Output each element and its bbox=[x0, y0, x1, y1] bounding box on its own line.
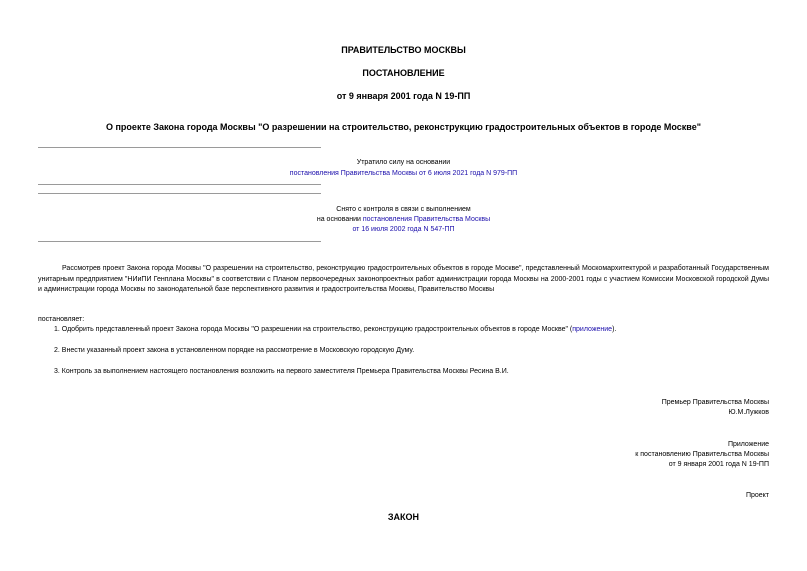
divider bbox=[38, 147, 321, 148]
item-1-text: 1. Одобрить представленный проект Закона города Москвы "О разрешении на строительство, реконструкцию градостроительных объектов в городе Москве" ( bbox=[54, 326, 573, 333]
control-basis-line bbox=[0, 215, 807, 225]
signature-name: Ю.М.Лужков bbox=[728, 409, 769, 416]
doc-title: О проекте Закона города Москвы "О разрешении на строительство, реконструкцию градостроительных объектов в городе Москве" bbox=[106, 122, 701, 132]
org-name: ПРАВИТЕЛЬСТВО МОСКВЫ bbox=[341, 45, 466, 55]
item-3: 3. Контроль за выполнением настоящего постановления возложить на первого заместителя Премьера Правительства Москвы Ресина В.И. bbox=[54, 368, 509, 375]
control-date-link[interactable]: от 16 июля 2002 года N 547-ПП bbox=[352, 226, 455, 233]
law-heading: ЗАКОН bbox=[387, 512, 420, 522]
control-link[interactable]: постановления Правительства Москвы bbox=[362, 216, 491, 223]
item-1-tail: ). bbox=[612, 326, 617, 333]
appendix-link[interactable]: приложение bbox=[572, 326, 613, 333]
resolves-label: постановляет: bbox=[38, 316, 85, 323]
control-basis-text: на основании bbox=[316, 216, 363, 223]
repeal-link-line bbox=[0, 169, 807, 179]
repeal-link[interactable]: постановления Правительства Москвы от 6 июля 2021 года N 979-ПП bbox=[289, 170, 518, 177]
control-date-line bbox=[0, 225, 807, 235]
appendix-label: Приложение bbox=[727, 441, 769, 448]
divider bbox=[38, 241, 321, 242]
doc-date-number: от 9 января 2001 года N 19-ПП bbox=[336, 91, 471, 101]
repeal-notice: Утратило силу на основании bbox=[356, 159, 451, 166]
doc-type: ПОСТАНОВЛЕНИЕ bbox=[362, 68, 445, 78]
appendix-date-number: от 9 января 2001 года N 19-ПП bbox=[668, 461, 769, 468]
intro-paragraph: Рассмотрев проект Закона города Москвы "О разрешении на строительство, реконструкцию градостроительных объектов в городе Москве", представленный Москомархитектурой и разработанный Государственным унитарным предприятием "НИиПИ Генплана Москвы" в соответствии с Планом первоочередных законопроектных работ администрации города Москвы на 2000-2001 годы с участием Комиссии Московской городской Думы и администрации города Москвы по законодательной базе перспективного развития и градостроительства Москвы, Правительство Москвы bbox=[38, 265, 769, 293]
item-2: 2. Внести указанный проект закона в установленном порядке на рассмотрение в Московскую городскую Думу. bbox=[54, 347, 415, 354]
appendix-ref: к постановлению Правительства Москвы bbox=[635, 451, 769, 458]
project-label: Проект bbox=[745, 492, 769, 499]
divider bbox=[38, 193, 321, 194]
item-1 bbox=[54, 325, 616, 336]
signature-position: Премьер Правительства Москвы bbox=[661, 399, 769, 406]
divider bbox=[38, 184, 321, 185]
control-notice: Снято с контроля в связи с выполнением bbox=[336, 206, 471, 213]
